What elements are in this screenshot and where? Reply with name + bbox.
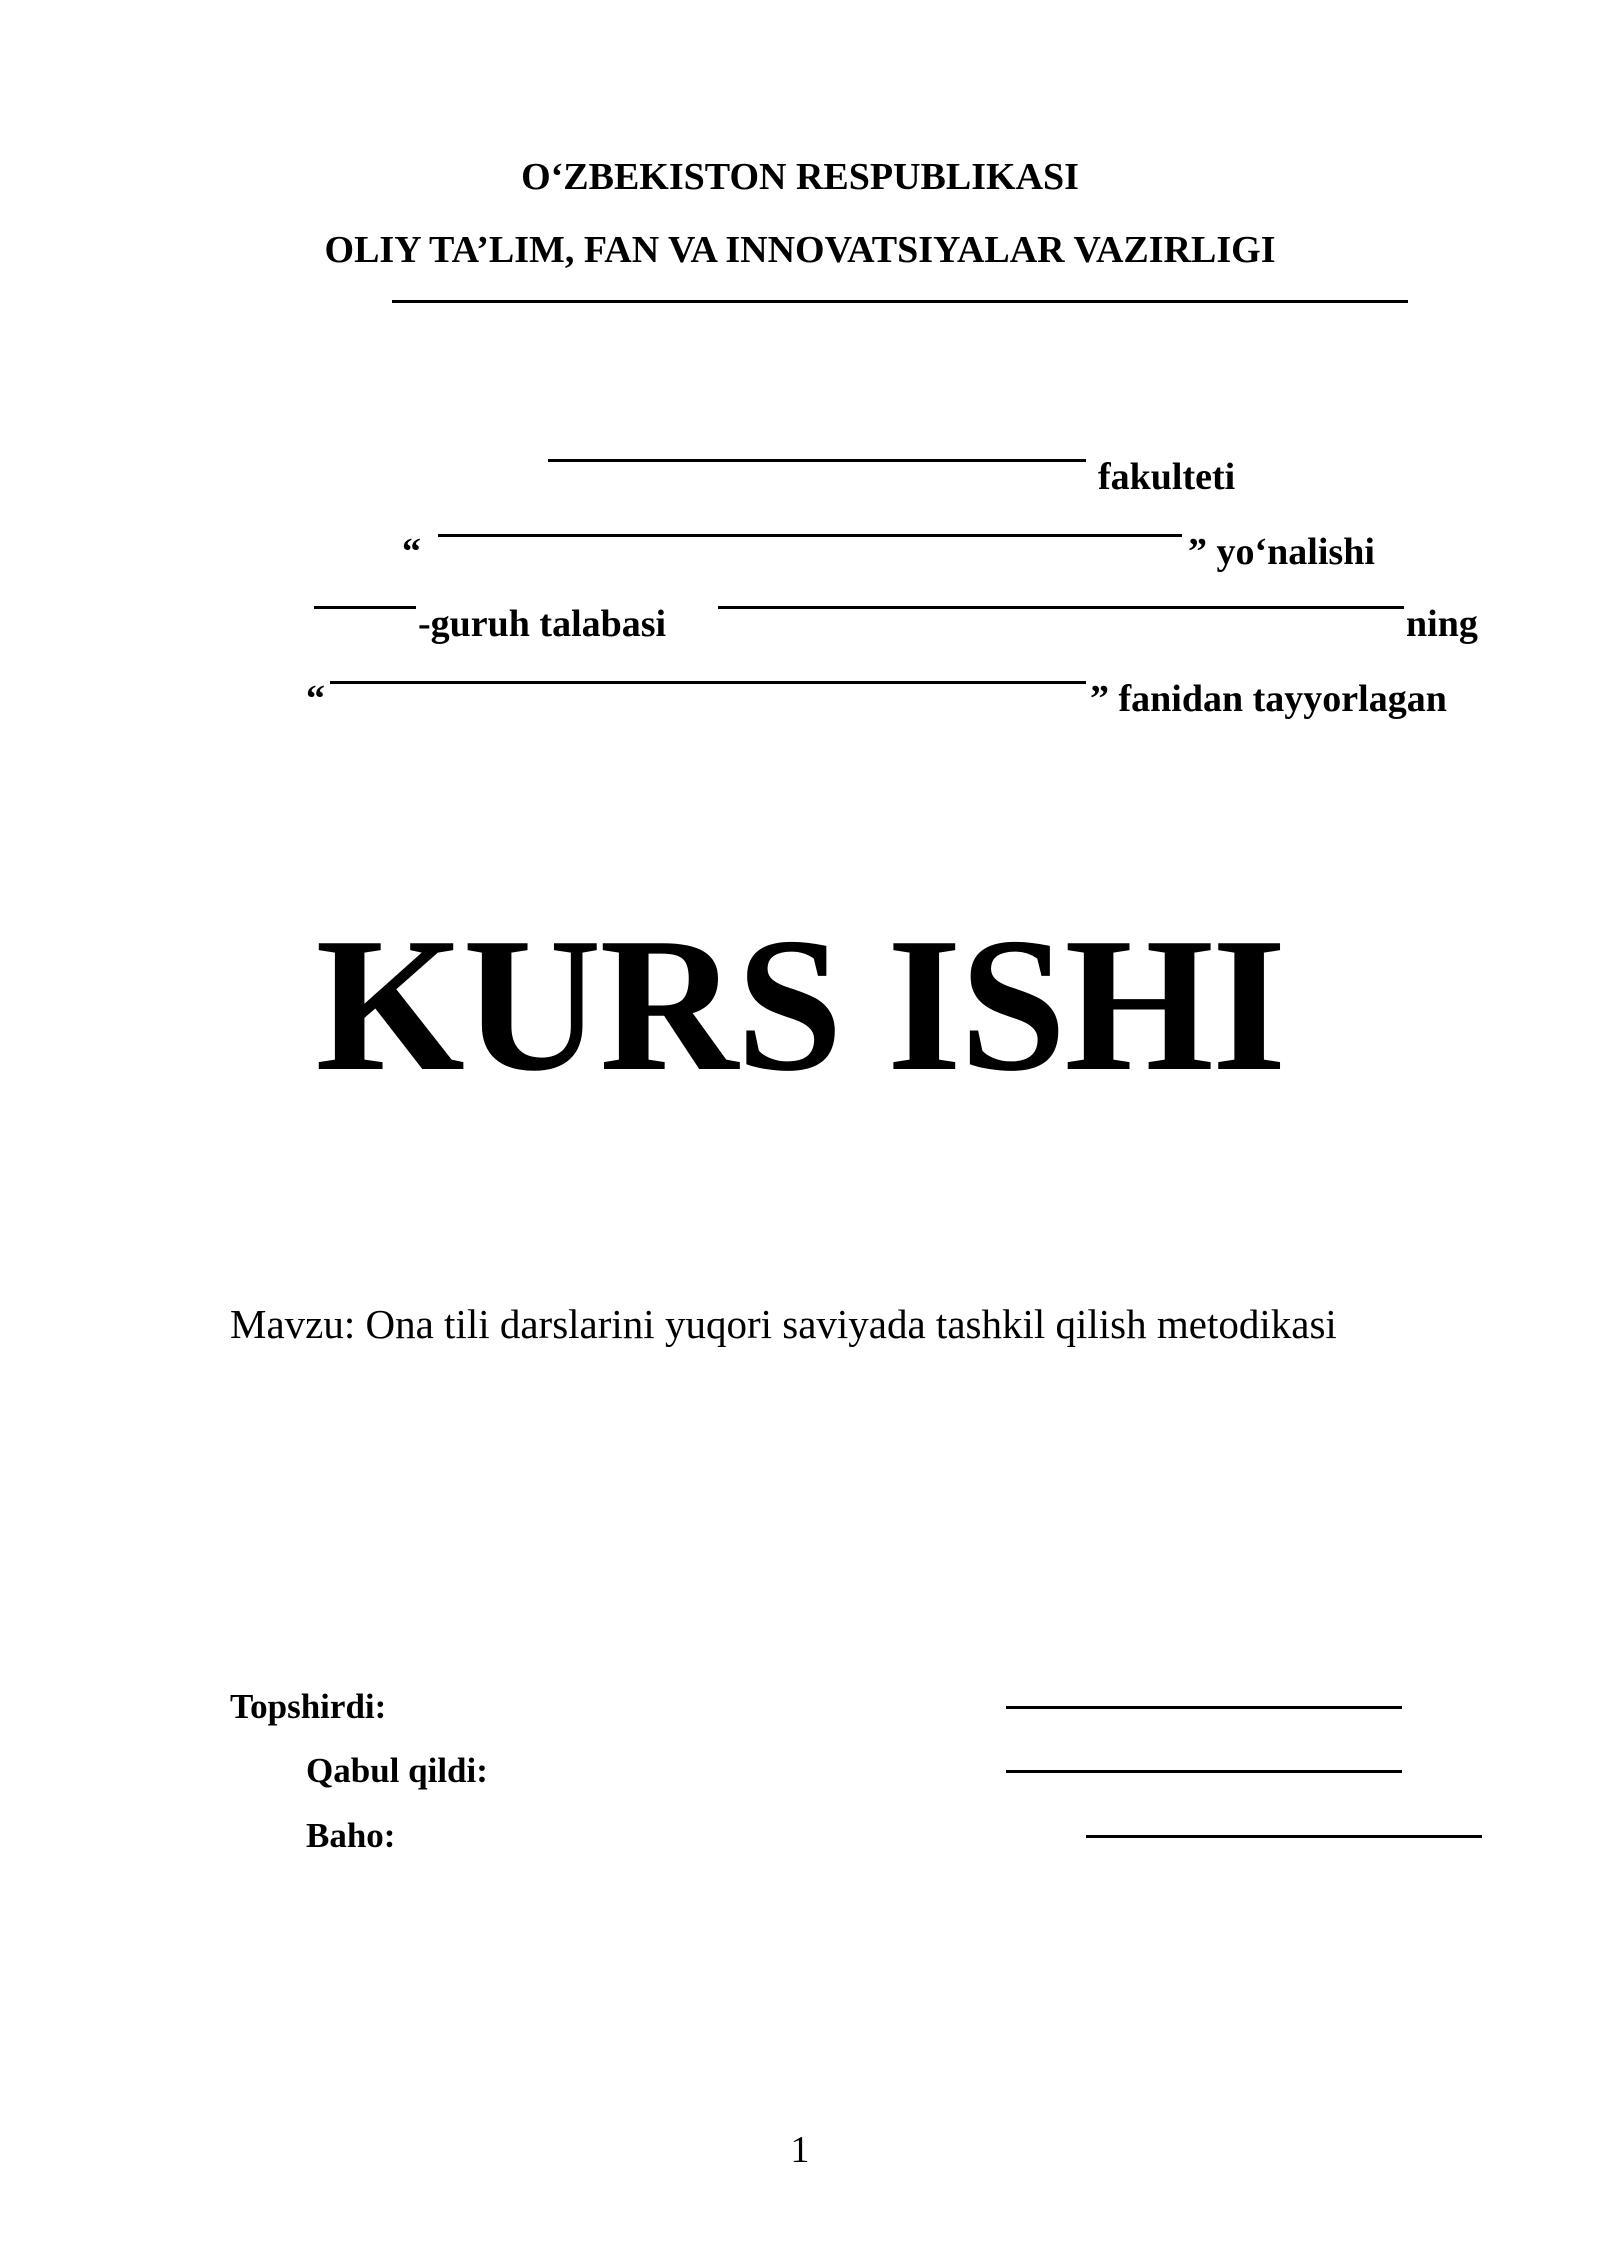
grade-label: Baho: [306,1816,396,1855]
document-title: KURS ISHI [315,898,1285,1111]
group-blank-line [314,606,416,609]
faculty-blank-line [548,459,1086,462]
direction-label: ” yo‘nalishi [1188,531,1375,573]
page-number: 1 [790,2129,810,2171]
submitted-blank-line [1006,1706,1402,1709]
subject-blank-line [330,681,1086,684]
submitted-label: Topshirdi: [230,1687,387,1726]
topic-line: Mavzu: Ona tili darslarini yuqori saviyada tashkil qilish metodikasi [230,1301,1337,1347]
direction-open-quote: “ [402,531,421,573]
group-label: -guruh talabasi [418,603,667,645]
direction-blank-line [438,534,1182,537]
accepted-label: Qabul qildi: [306,1751,488,1790]
grade-blank-line [1086,1835,1482,1838]
accepted-blank-line [1006,1770,1402,1773]
subject-open-quote: “ [306,678,325,720]
ministry-heading: OLIY TA’LIM, FAN VA INNOVATSIYALAR VAZIRLIGI [324,229,1276,271]
subject-label: ” fanidan tayyorlagan [1090,678,1447,720]
institution-blank-line [392,300,1408,303]
faculty-label: fakulteti [1098,456,1236,498]
student-name-suffix: ning [1406,603,1478,645]
student-name-blank-line [718,606,1404,609]
country-heading: O‘ZBEKISTON RESPUBLIKASI [521,156,1079,198]
